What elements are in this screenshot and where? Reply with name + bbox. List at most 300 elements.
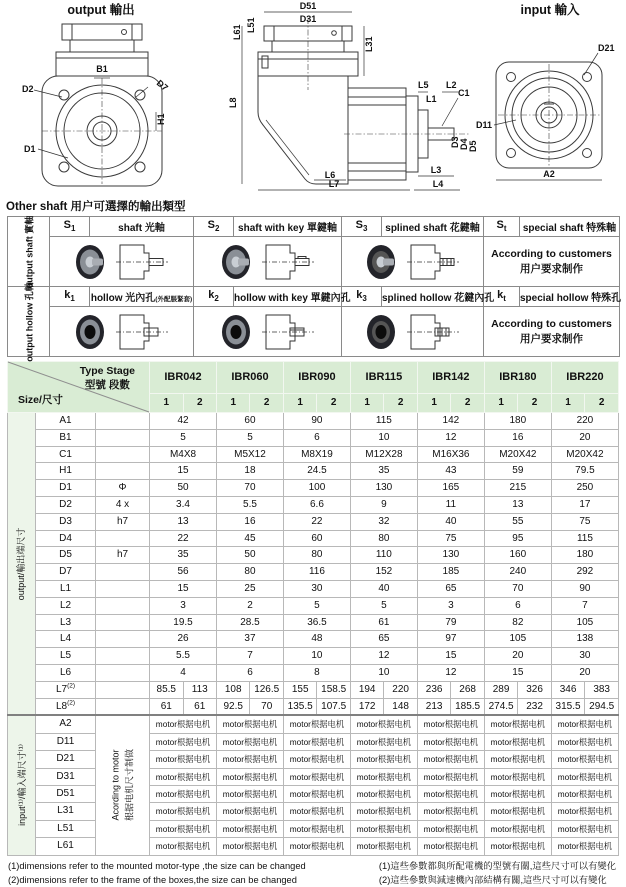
stage-header: 1: [150, 393, 183, 412]
shaft-drawing: [260, 310, 316, 354]
type-header-IBR142: IBR142: [417, 362, 484, 394]
spec-value: 6.6: [283, 496, 350, 513]
shaft-photo: [74, 310, 108, 354]
other-shaft-title: Other shaft 用户可選擇的輸出類型: [6, 201, 186, 213]
spec-value: 240: [484, 564, 551, 581]
spec-value: 268: [451, 681, 484, 698]
stage-header: 2: [317, 393, 350, 412]
motor-value: motor根据电机: [484, 803, 551, 820]
spec-value: 7: [551, 597, 618, 614]
spec-value: 24.5: [283, 463, 350, 480]
spec-value: 152: [350, 564, 417, 581]
spec-value: 61: [350, 614, 417, 631]
input-qualifier-en: Acording to motor: [110, 749, 120, 821]
spec-value: 50: [216, 547, 283, 564]
dim-label-b1: B1: [96, 64, 108, 74]
spec-value: 113: [183, 681, 216, 698]
spec-value: 6: [283, 429, 350, 446]
spec-value: 50: [150, 480, 217, 497]
motor-value: motor根据电机: [417, 785, 484, 802]
motor-value: motor根据电机: [283, 820, 350, 837]
row-label: L2: [36, 597, 96, 614]
customers-note-cn: 用户要求制作: [520, 332, 583, 345]
spec-value: 5.5: [216, 496, 283, 513]
spec-value: 80: [350, 530, 417, 547]
spec-value: 11: [417, 496, 484, 513]
spec-value: 28.5: [216, 614, 283, 631]
spec-value: 36.5: [283, 614, 350, 631]
spec-value: 95: [484, 530, 551, 547]
spec-value: 32: [350, 513, 417, 530]
corner-type-stage-en: Type Stage: [79, 365, 136, 377]
shaft-code: $k_3$: [342, 287, 382, 307]
stage-header: 2: [518, 393, 551, 412]
dim-label-d31: D31: [299, 14, 317, 24]
footnotes-en: [8, 860, 306, 887]
motor-value: motor根据电机: [216, 803, 283, 820]
motor-value: motor根据电机: [216, 715, 283, 733]
spec-value: 194: [350, 681, 383, 698]
row-qualifier: Φ: [96, 480, 150, 497]
shaft-photo: [220, 310, 254, 354]
dim-label-d4: D4: [459, 138, 469, 150]
spec-value: 383: [585, 681, 619, 698]
spec-value: 90: [283, 413, 350, 430]
dim-label-d7: D7: [154, 77, 170, 93]
spec-value: 70: [484, 580, 551, 597]
spec-value: 56: [150, 564, 217, 581]
spec-value: 48: [283, 631, 350, 648]
spec-value: 12: [350, 648, 417, 665]
motor-value: motor根据电机: [350, 803, 417, 820]
row-label: D3: [36, 513, 96, 530]
spec-value: 126.5: [250, 681, 283, 698]
motor-value: motor根据电机: [484, 768, 551, 785]
spec-value: 22: [283, 513, 350, 530]
spec-value: 25: [216, 580, 283, 597]
dim-label-c1: C1: [458, 88, 470, 98]
spec-value: 5: [350, 597, 417, 614]
row-qualifier: [96, 597, 150, 614]
motor-value: motor根据电机: [551, 803, 618, 820]
spec-value: 142: [417, 413, 484, 430]
shaft-section-label-text: output shaft 實軸: [24, 215, 34, 288]
motor-value: motor根据电机: [283, 838, 350, 855]
row-qualifier: [96, 681, 150, 698]
spec-value: 274.5: [484, 698, 517, 715]
motor-value: motor根据电机: [216, 733, 283, 750]
dim-label-d2: D2: [22, 84, 34, 94]
spec-value: 43: [417, 463, 484, 480]
customers-note: [484, 237, 620, 287]
shaft-code: $S_3$: [342, 217, 382, 237]
spec-value: 92.5: [216, 698, 249, 715]
spec-value: 185.5: [451, 698, 484, 715]
shaft-code: $k_2$: [194, 287, 234, 307]
spec-value: 138: [551, 631, 618, 648]
row-label: B1: [36, 429, 96, 446]
spec-value: 75: [551, 513, 618, 530]
spec-value: 5: [150, 429, 217, 446]
type-header-IBR042: IBR042: [150, 362, 217, 394]
motor-value: motor根据电机: [283, 785, 350, 802]
motor-value: motor根据电机: [484, 785, 551, 802]
spec-value: M16X36: [417, 446, 484, 463]
spec-value: 80: [216, 564, 283, 581]
row-label: D7: [36, 564, 96, 581]
row-label: C1: [36, 446, 96, 463]
row-label: H1: [36, 463, 96, 480]
stage-header: 2: [183, 393, 216, 412]
footnote-cn-1: (1)這些參數都與所配電機的型號有關,這些尺寸可以有變化: [378, 860, 616, 871]
motor-value: motor根据电机: [551, 751, 618, 768]
spec-value: 90: [551, 580, 618, 597]
customers-note-en: According to customers: [491, 248, 612, 261]
motor-value: motor根据电机: [150, 733, 217, 750]
spec-value: 15: [484, 664, 551, 681]
spec-value: 148: [384, 698, 417, 715]
spec-value: 40: [417, 513, 484, 530]
row-label: D5: [36, 547, 96, 564]
stage-header: 1: [551, 393, 584, 412]
motor-value: motor根据电机: [216, 751, 283, 768]
row-label: D51: [36, 785, 96, 802]
spec-value: 15: [150, 580, 217, 597]
shaft-image-cell: [342, 307, 484, 357]
row-qualifier: [96, 648, 150, 665]
spec-value: 70: [216, 480, 283, 497]
motor-value: motor根据电机: [216, 785, 283, 802]
spec-value: 37: [216, 631, 283, 648]
shaft-photo: [365, 310, 399, 354]
spec-value: 17: [551, 496, 618, 513]
motor-value: motor根据电机: [150, 751, 217, 768]
spec-value: 115: [350, 413, 417, 430]
shaft-image-cell: [194, 237, 342, 287]
motor-value: motor根据电机: [417, 820, 484, 837]
shaft-name: shaft 光軸: [90, 217, 194, 237]
spec-value: 213: [417, 698, 450, 715]
motor-value: motor根据电机: [150, 768, 217, 785]
motor-value: motor根据电机: [551, 785, 618, 802]
spec-value: 3: [150, 597, 217, 614]
spec-value: M8X19: [283, 446, 350, 463]
stage-header: 1: [350, 393, 383, 412]
motor-value: motor根据电机: [551, 838, 618, 855]
spec-value: 185: [417, 564, 484, 581]
spec-value: 70: [250, 698, 283, 715]
spec-value: M12X28: [350, 446, 417, 463]
spec-value: 22: [150, 530, 217, 547]
shaft-drawing: [260, 240, 316, 284]
spec-value: 40: [350, 580, 417, 597]
dim-label-l31: L31: [364, 36, 374, 52]
spec-value: 30: [283, 580, 350, 597]
row-qualifier: [96, 631, 150, 648]
motor-value: motor根据电机: [484, 751, 551, 768]
dim-label-a2: A2: [543, 169, 555, 179]
spec-value: 289: [484, 681, 517, 698]
input-title: input 輸入: [520, 3, 580, 17]
motor-value: motor根据电机: [350, 733, 417, 750]
spec-value: 16: [216, 513, 283, 530]
customers-note-en: According to customers: [491, 318, 612, 331]
spec-value: M5X12: [216, 446, 283, 463]
spec-value: 19.5: [150, 614, 217, 631]
motor-value: motor根据电机: [216, 820, 283, 837]
spec-value: 45: [216, 530, 283, 547]
spec-value: 61: [150, 698, 183, 715]
spec-value: 4: [150, 664, 217, 681]
shaft-image-cell: [342, 237, 484, 287]
spec-value: 60: [283, 530, 350, 547]
stage-header: 1: [283, 393, 316, 412]
row-label: L4: [36, 631, 96, 648]
row-qualifier: [96, 463, 150, 480]
row-label: L51: [36, 820, 96, 837]
row-qualifier: [96, 614, 150, 631]
row-qualifier: [96, 446, 150, 463]
motor-value: motor根据电机: [350, 751, 417, 768]
spec-value: 10: [350, 664, 417, 681]
row-qualifier: 4 x: [96, 496, 150, 513]
motor-value: motor根据电机: [417, 733, 484, 750]
stage-header: 2: [585, 393, 619, 412]
corner-type-stage-cn: 型號 段數: [84, 378, 130, 391]
spec-value: 79: [417, 614, 484, 631]
motor-value: motor根据电机: [350, 820, 417, 837]
shaft-code: $S_t$: [484, 217, 520, 237]
shaft-code: $k_t$: [484, 287, 520, 307]
spec-value: 6: [216, 664, 283, 681]
spec-value: 5: [216, 429, 283, 446]
motor-value: motor根据电机: [350, 715, 417, 733]
shaft-name: special hollow 特殊孔: [520, 287, 620, 307]
stage-header: 1: [417, 393, 450, 412]
spec-value: 172: [350, 698, 383, 715]
spec-value: 108: [216, 681, 249, 698]
spec-value: 6: [484, 597, 551, 614]
spec-value: 8: [283, 664, 350, 681]
motor-value: motor根据电机: [150, 715, 217, 733]
shaft-drawing: [114, 310, 170, 354]
dim-label-d3: D3: [450, 136, 460, 148]
spec-value: 346: [551, 681, 584, 698]
row-qualifier: [96, 429, 150, 446]
row-qualifier: h7: [96, 513, 150, 530]
stage-header: 1: [484, 393, 517, 412]
dim-label-l3: L3: [430, 165, 442, 175]
spec-value: 116: [283, 564, 350, 581]
spec-value: 105: [484, 631, 551, 648]
motor-value: motor根据电机: [350, 768, 417, 785]
motor-value: motor根据电机: [150, 803, 217, 820]
input-section-label-text: input⁽¹⁾/輸入端尺寸⁽¹⁾: [16, 744, 27, 827]
shaft-image-cell: [194, 307, 342, 357]
technical-drawings: [0, 0, 626, 197]
shaft-drawing: [405, 240, 461, 284]
spec-value: 326: [518, 681, 551, 698]
spec-value: 220: [551, 413, 618, 430]
footnotes-cn: [379, 860, 616, 887]
motor-value: motor根据电机: [551, 768, 618, 785]
footnotes: [8, 860, 616, 887]
spec-value: 65: [417, 580, 484, 597]
spec-value: 15: [417, 648, 484, 665]
dim-label-h1: H1: [156, 113, 166, 125]
spec-value: 80: [283, 547, 350, 564]
output-view-geometry: [42, 24, 162, 186]
type-header-IBR180: IBR180: [484, 362, 551, 394]
row-label: L8$^{(2)}$: [36, 698, 96, 715]
motor-value: motor根据电机: [484, 820, 551, 837]
dim-label-l8: L8: [228, 97, 238, 108]
row-label: A1: [36, 413, 96, 430]
shaft-name: splined shaft 花鍵軸: [382, 217, 484, 237]
spec-value: 105: [551, 614, 618, 631]
spec-value: 7: [216, 648, 283, 665]
spec-value: 3: [417, 597, 484, 614]
spec-value: 107.5: [317, 698, 350, 715]
row-qualifier: h7: [96, 547, 150, 564]
stage-header: 2: [451, 393, 484, 412]
spec-value: 158.5: [317, 681, 350, 698]
dim-label-d21: D21: [598, 43, 615, 53]
footnote-en-2: (2)dimensions refer to the frame of the boxes,the size can be changed: [8, 874, 297, 885]
shaft-options-table: [7, 215, 622, 362]
row-label: L6: [36, 664, 96, 681]
spec-value: 115: [551, 530, 618, 547]
spec-value: 13: [150, 513, 217, 530]
input-qualifier: [109, 749, 136, 821]
spec-value: 155: [283, 681, 316, 698]
spec-value: 180: [551, 547, 618, 564]
type-header-IBR115: IBR115: [350, 362, 417, 394]
spec-value: 232: [518, 698, 551, 715]
row-label: L1: [36, 580, 96, 597]
motor-value: motor根据电机: [551, 820, 618, 837]
shaft-name: shaft with key 單鍵軸: [234, 217, 342, 237]
dim-label-d51: D51: [299, 1, 317, 11]
spec-value: 215: [484, 480, 551, 497]
row-label: L7$^{(2)}$: [36, 681, 96, 698]
corner-type-stage: [80, 365, 135, 392]
spec-value: 2: [216, 597, 283, 614]
row-label: L5: [36, 648, 96, 665]
dim-label-d11: D11: [476, 120, 493, 130]
row-qualifier: [96, 698, 150, 715]
spec-table: [7, 361, 619, 856]
spec-corner-cell: [8, 362, 150, 413]
spec-value: 220: [384, 681, 417, 698]
motor-value: motor根据电机: [283, 803, 350, 820]
spec-value: 20: [551, 429, 618, 446]
spec-value: 85.5: [150, 681, 183, 698]
shaft-name: hollow 光內孔(外配脹緊套): [90, 287, 194, 307]
motor-value: motor根据电机: [216, 838, 283, 855]
type-header-IBR220: IBR220: [551, 362, 618, 394]
dim-label-l5: L5: [418, 80, 429, 90]
shaft-photo: [365, 240, 399, 284]
motor-value: motor根据电机: [283, 751, 350, 768]
row-label: L31: [36, 803, 96, 820]
row-label: D11: [36, 733, 96, 750]
spec-value: 79.5: [551, 463, 618, 480]
motor-value: motor根据电机: [283, 715, 350, 733]
spec-value: 236: [417, 681, 450, 698]
spec-value: 3.4: [150, 496, 217, 513]
input-qualifier-cn: 根据电机尺寸制做: [123, 749, 134, 822]
row-qualifier: [96, 564, 150, 581]
output-section-label-text: output/輸出端尺寸: [15, 527, 26, 600]
spec-value: 35: [150, 547, 217, 564]
spec-value: 315.5: [551, 698, 584, 715]
row-label: L3: [36, 614, 96, 631]
dim-label-l61: L61: [232, 24, 242, 40]
shaft-code: $S_1$: [50, 217, 90, 237]
spec-value: 16: [484, 429, 551, 446]
row-label: D1: [36, 480, 96, 497]
dim-label-l51: L51: [246, 17, 256, 33]
spec-value: 55: [484, 513, 551, 530]
spec-value: 30: [551, 648, 618, 665]
stage-header: 2: [250, 393, 283, 412]
row-qualifier: [96, 413, 150, 430]
motor-value: motor根据电机: [551, 733, 618, 750]
dim-label-l2: L2: [446, 80, 457, 90]
spec-value: 18: [216, 463, 283, 480]
spec-value: 61: [183, 698, 216, 715]
spec-value: 9: [350, 496, 417, 513]
spec-value: 97: [417, 631, 484, 648]
spec-value: 82: [484, 614, 551, 631]
dim-label-l1: L1: [426, 94, 437, 104]
row-qualifier: [96, 530, 150, 547]
shaft-photo: [74, 240, 108, 284]
dim-label-l6: L6: [324, 170, 336, 180]
spec-value: 110: [350, 547, 417, 564]
shaft-photo: [220, 240, 254, 284]
row-label: D31: [36, 768, 96, 785]
input-section-label: [8, 715, 36, 855]
spec-value: 294.5: [585, 698, 619, 715]
spec-value: 65: [350, 631, 417, 648]
shaft-drawing: [114, 240, 170, 284]
spec-value: 130: [350, 480, 417, 497]
spec-value: 100: [283, 480, 350, 497]
shaft-image-cell: [50, 237, 194, 287]
customers-note: [484, 307, 620, 357]
motor-value: motor根据电机: [150, 820, 217, 837]
side-view-drawing: [196, 0, 480, 197]
spec-value: 75: [417, 530, 484, 547]
motor-value: motor根据电机: [350, 838, 417, 855]
motor-value: motor根据电机: [283, 733, 350, 750]
spec-value: 10: [350, 429, 417, 446]
spec-value: 180: [484, 413, 551, 430]
spec-value: 15: [150, 463, 217, 480]
spec-value: 42: [150, 413, 217, 430]
footnote-cn-2: (2)這些參數與減速機內部結構有關,這些尺寸可以有變化: [378, 874, 607, 885]
motor-value: motor根据电机: [417, 715, 484, 733]
spec-value: M20X42: [484, 446, 551, 463]
row-qualifier: [96, 580, 150, 597]
dim-label-l7: L7: [328, 179, 340, 189]
motor-value: motor根据电机: [350, 785, 417, 802]
motor-value: motor根据电机: [417, 751, 484, 768]
customers-note-cn: 用户要求制作: [520, 262, 583, 275]
stage-header: 2: [384, 393, 417, 412]
